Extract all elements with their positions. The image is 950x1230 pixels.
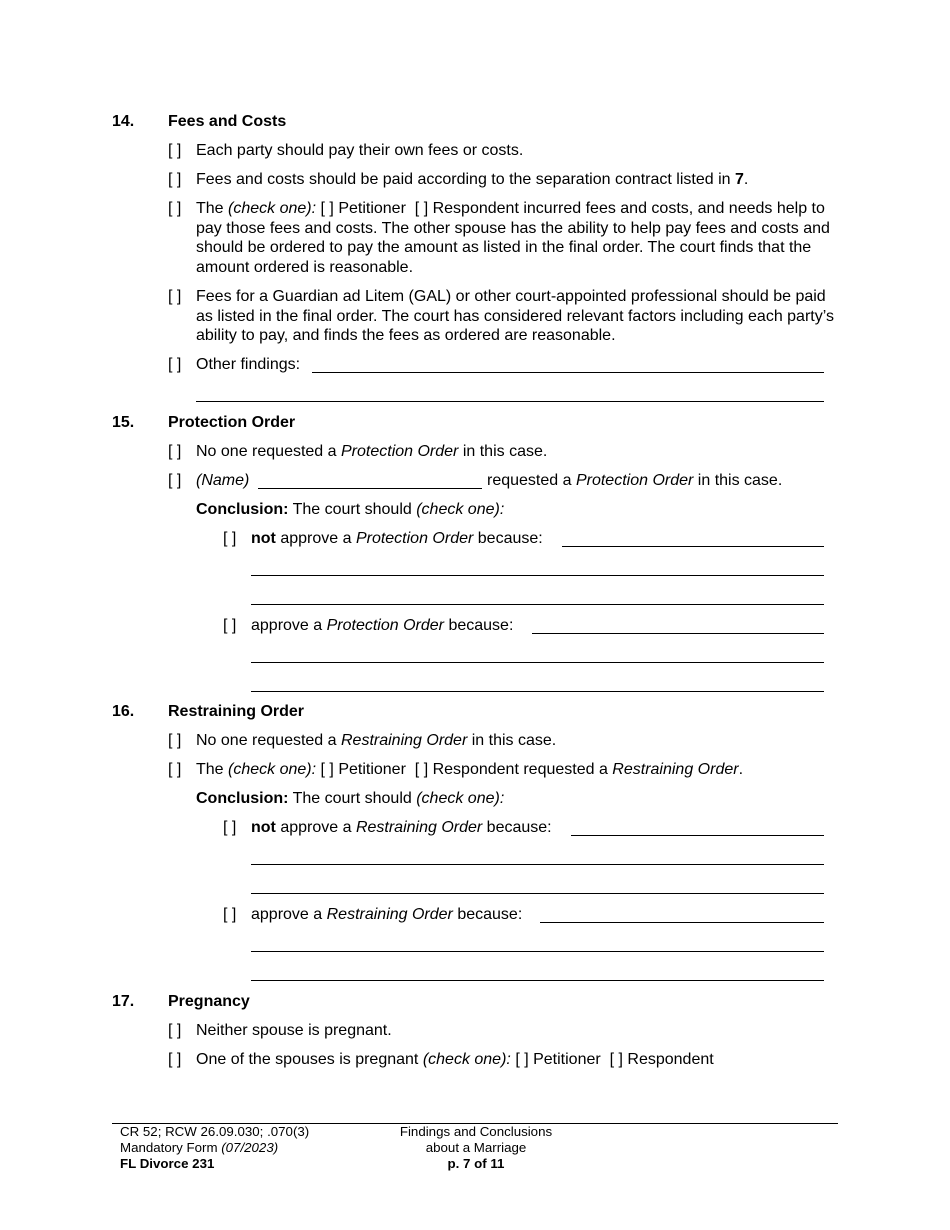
checkbox[interactable]: [ ]: [168, 288, 182, 305]
footer-title-line1: Findings and Conclusions: [399, 1124, 553, 1139]
footer-rule-ref: CR 52; RCW 26.09.030; .070(3): [120, 1124, 310, 1139]
fees-contract-text: Fees and costs should be paid according to the separation contract listed in: [196, 171, 735, 188]
checkbox[interactable]: [ ]: [515, 1051, 529, 1068]
mandatory-date: (07/2023): [221, 1140, 279, 1155]
the-label: The: [196, 200, 229, 217]
checkbox[interactable]: [ ]: [223, 530, 237, 547]
fees-gal-text: Fees for a Guardian ad Litem (GAL) or other court-appointed professional should be paid as listed in the final order. The court has considered relevant factors including each party’s ability to pay, and finds the fees as ordered are reasonable.: [196, 288, 834, 344]
requested-text: requested a: [487, 472, 576, 489]
order-name: Restraining Order: [355, 819, 483, 836]
approve-text: approve a: [275, 530, 356, 547]
checkbox[interactable]: [ ]: [414, 761, 429, 778]
fees-help-checkbox-col: [168, 199, 196, 218]
pregnancy-one-option: [168, 1050, 714, 1069]
the-label: The: [196, 761, 229, 778]
section-15-title: Protection Order: [168, 414, 296, 431]
checkbox[interactable]: [ ]: [168, 732, 182, 749]
checkbox[interactable]: [ ]: [320, 761, 334, 778]
other-findings-line-1[interactable]: [312, 372, 824, 373]
no-one-text: No one requested a: [196, 732, 341, 749]
order-name: Restraining Order: [341, 732, 468, 749]
reason-line[interactable]: [251, 604, 824, 605]
section-16-title: Restraining Order: [168, 703, 305, 720]
fees-own-option: [168, 141, 523, 160]
protection-conclusion: [196, 500, 504, 519]
in-this-case-text: in this case.: [467, 732, 557, 749]
checkbox[interactable]: [ ]: [414, 200, 429, 217]
no-one-text: No one requested a: [196, 443, 341, 460]
checkbox[interactable]: [ ]: [223, 906, 237, 923]
checkbox[interactable]: [ ]: [609, 1051, 623, 1068]
reason-line[interactable]: [251, 662, 824, 663]
footer-page: p. 7 of 11: [447, 1156, 505, 1171]
reason-line[interactable]: [251, 691, 824, 692]
section-15-number: 15.: [112, 414, 135, 431]
checkbox[interactable]: [ ]: [168, 171, 182, 188]
section-17-number: 17.: [112, 993, 135, 1010]
respondent-label: Respondent: [627, 1051, 714, 1068]
footer-left: [120, 1124, 309, 1172]
conclusion-text: The court should: [288, 790, 417, 807]
fees-contract-option: [168, 170, 748, 189]
restraining-none-option: [168, 731, 556, 750]
approve-text: approve a: [251, 617, 327, 634]
fees-help-text: [196, 199, 836, 277]
footer-center: [380, 1124, 572, 1172]
checkbox[interactable]: [ ]: [168, 443, 182, 460]
in-this-case-text: in this case.: [458, 443, 548, 460]
section-14-title: Fees and Costs: [168, 113, 287, 130]
because-text: because:: [482, 819, 552, 836]
check-one-label: (check one):: [422, 1051, 511, 1068]
reason-line[interactable]: [251, 864, 824, 865]
conclusion-text: The court should: [288, 501, 417, 518]
name-label: (Name): [196, 472, 250, 489]
restraining-approve-option: [223, 905, 522, 924]
section-17-title: Pregnancy: [168, 993, 250, 1010]
reason-line[interactable]: [562, 546, 824, 547]
reason-line[interactable]: [571, 835, 824, 836]
order-name: Protection Order: [326, 617, 444, 634]
respondent-label: Respondent: [432, 761, 519, 778]
check-one-label: (check one):: [228, 761, 317, 778]
footer-form-id: FL Divorce 231: [120, 1156, 215, 1171]
petitioner-label: Petitioner: [533, 1051, 601, 1068]
period: .: [738, 761, 744, 778]
because-text: because:: [452, 906, 523, 923]
reason-line[interactable]: [251, 980, 824, 981]
restraining-conclusion: [196, 789, 504, 808]
in-this-case-text: in this case.: [693, 472, 783, 489]
checkbox[interactable]: [ ]: [223, 819, 237, 836]
order-name: Protection Order: [355, 530, 474, 547]
approve-text: approve a: [251, 906, 327, 923]
order-name: Protection Order: [575, 472, 694, 489]
protection-requested-text: [487, 471, 782, 490]
requested-text: requested a: [523, 761, 613, 778]
section-14-number: 14.: [112, 113, 135, 130]
check-one-label: (check one):: [416, 501, 505, 518]
checkbox[interactable]: [ ]: [168, 142, 182, 159]
protection-approve-option: [223, 616, 513, 635]
reason-line[interactable]: [251, 951, 824, 952]
conclusion-label: Conclusion:: [196, 790, 289, 807]
protection-name-option: [168, 471, 249, 490]
because-text: because:: [473, 530, 543, 547]
reason-line[interactable]: [251, 893, 824, 894]
order-name: Restraining Order: [612, 761, 739, 778]
checkbox[interactable]: [ ]: [168, 761, 182, 778]
fees-own-text: Each party should pay their own fees or costs.: [196, 142, 524, 159]
because-text: because:: [444, 617, 514, 634]
fees-other-option: [168, 355, 300, 374]
protection-not-approve-option: [223, 529, 543, 548]
checkbox[interactable]: [ ]: [168, 200, 182, 217]
restraining-not-approve-option: [223, 818, 552, 837]
petitioner-label: Petitioner: [338, 761, 406, 778]
not-label: not: [251, 530, 276, 547]
order-name: Protection Order: [341, 443, 459, 460]
footer-mandatory: [120, 1140, 309, 1156]
contract-ref: 7: [735, 171, 744, 188]
neither-text: Neither spouse is pregnant.: [196, 1022, 392, 1039]
checkbox[interactable]: [ ]: [168, 356, 182, 373]
check-one-label: (check one):: [416, 790, 505, 807]
petitioner-label: Petitioner: [338, 200, 406, 217]
check-one-label: (check one):: [228, 200, 317, 217]
protection-none-option: [168, 442, 547, 461]
period: .: [743, 171, 749, 188]
reason-line[interactable]: [540, 922, 824, 923]
mandatory-label: Mandatory Form: [120, 1140, 222, 1155]
order-name: Restraining Order: [326, 906, 453, 923]
other-findings-label: Other findings:: [196, 356, 301, 373]
section-16-number: 16.: [112, 703, 135, 720]
checkbox[interactable]: [ ]: [223, 617, 237, 634]
pregnancy-neither-option: [168, 1021, 392, 1040]
one-pregnant-text: One of the spouses is pregnant: [196, 1051, 423, 1068]
reason-line[interactable]: [532, 633, 824, 634]
checkbox[interactable]: [ ]: [320, 200, 334, 217]
reason-line[interactable]: [251, 575, 824, 576]
not-label: not: [251, 819, 276, 836]
other-findings-line-2[interactable]: [196, 401, 824, 402]
approve-text: approve a: [275, 819, 356, 836]
checkbox[interactable]: [ ]: [168, 472, 182, 489]
checkbox[interactable]: [ ]: [168, 1022, 182, 1039]
footer-title-line2: about a Marriage: [425, 1140, 527, 1155]
name-input-line[interactable]: [258, 488, 482, 489]
fees-gal-checkbox-col: [168, 287, 196, 306]
checkbox[interactable]: [ ]: [168, 1051, 182, 1068]
respondent-label: Respondent: [432, 200, 519, 217]
fees-help-rest: incurred fees and costs, and needs help to pay those fees and costs. The other spouse has the ability to help pay fees and costs and should be ordered to pay the amount as listed in the final order. The court finds that the amount ordered is reasonable.: [196, 200, 830, 276]
restraining-requested-option: [168, 760, 743, 779]
conclusion-label: Conclusion:: [196, 501, 289, 518]
